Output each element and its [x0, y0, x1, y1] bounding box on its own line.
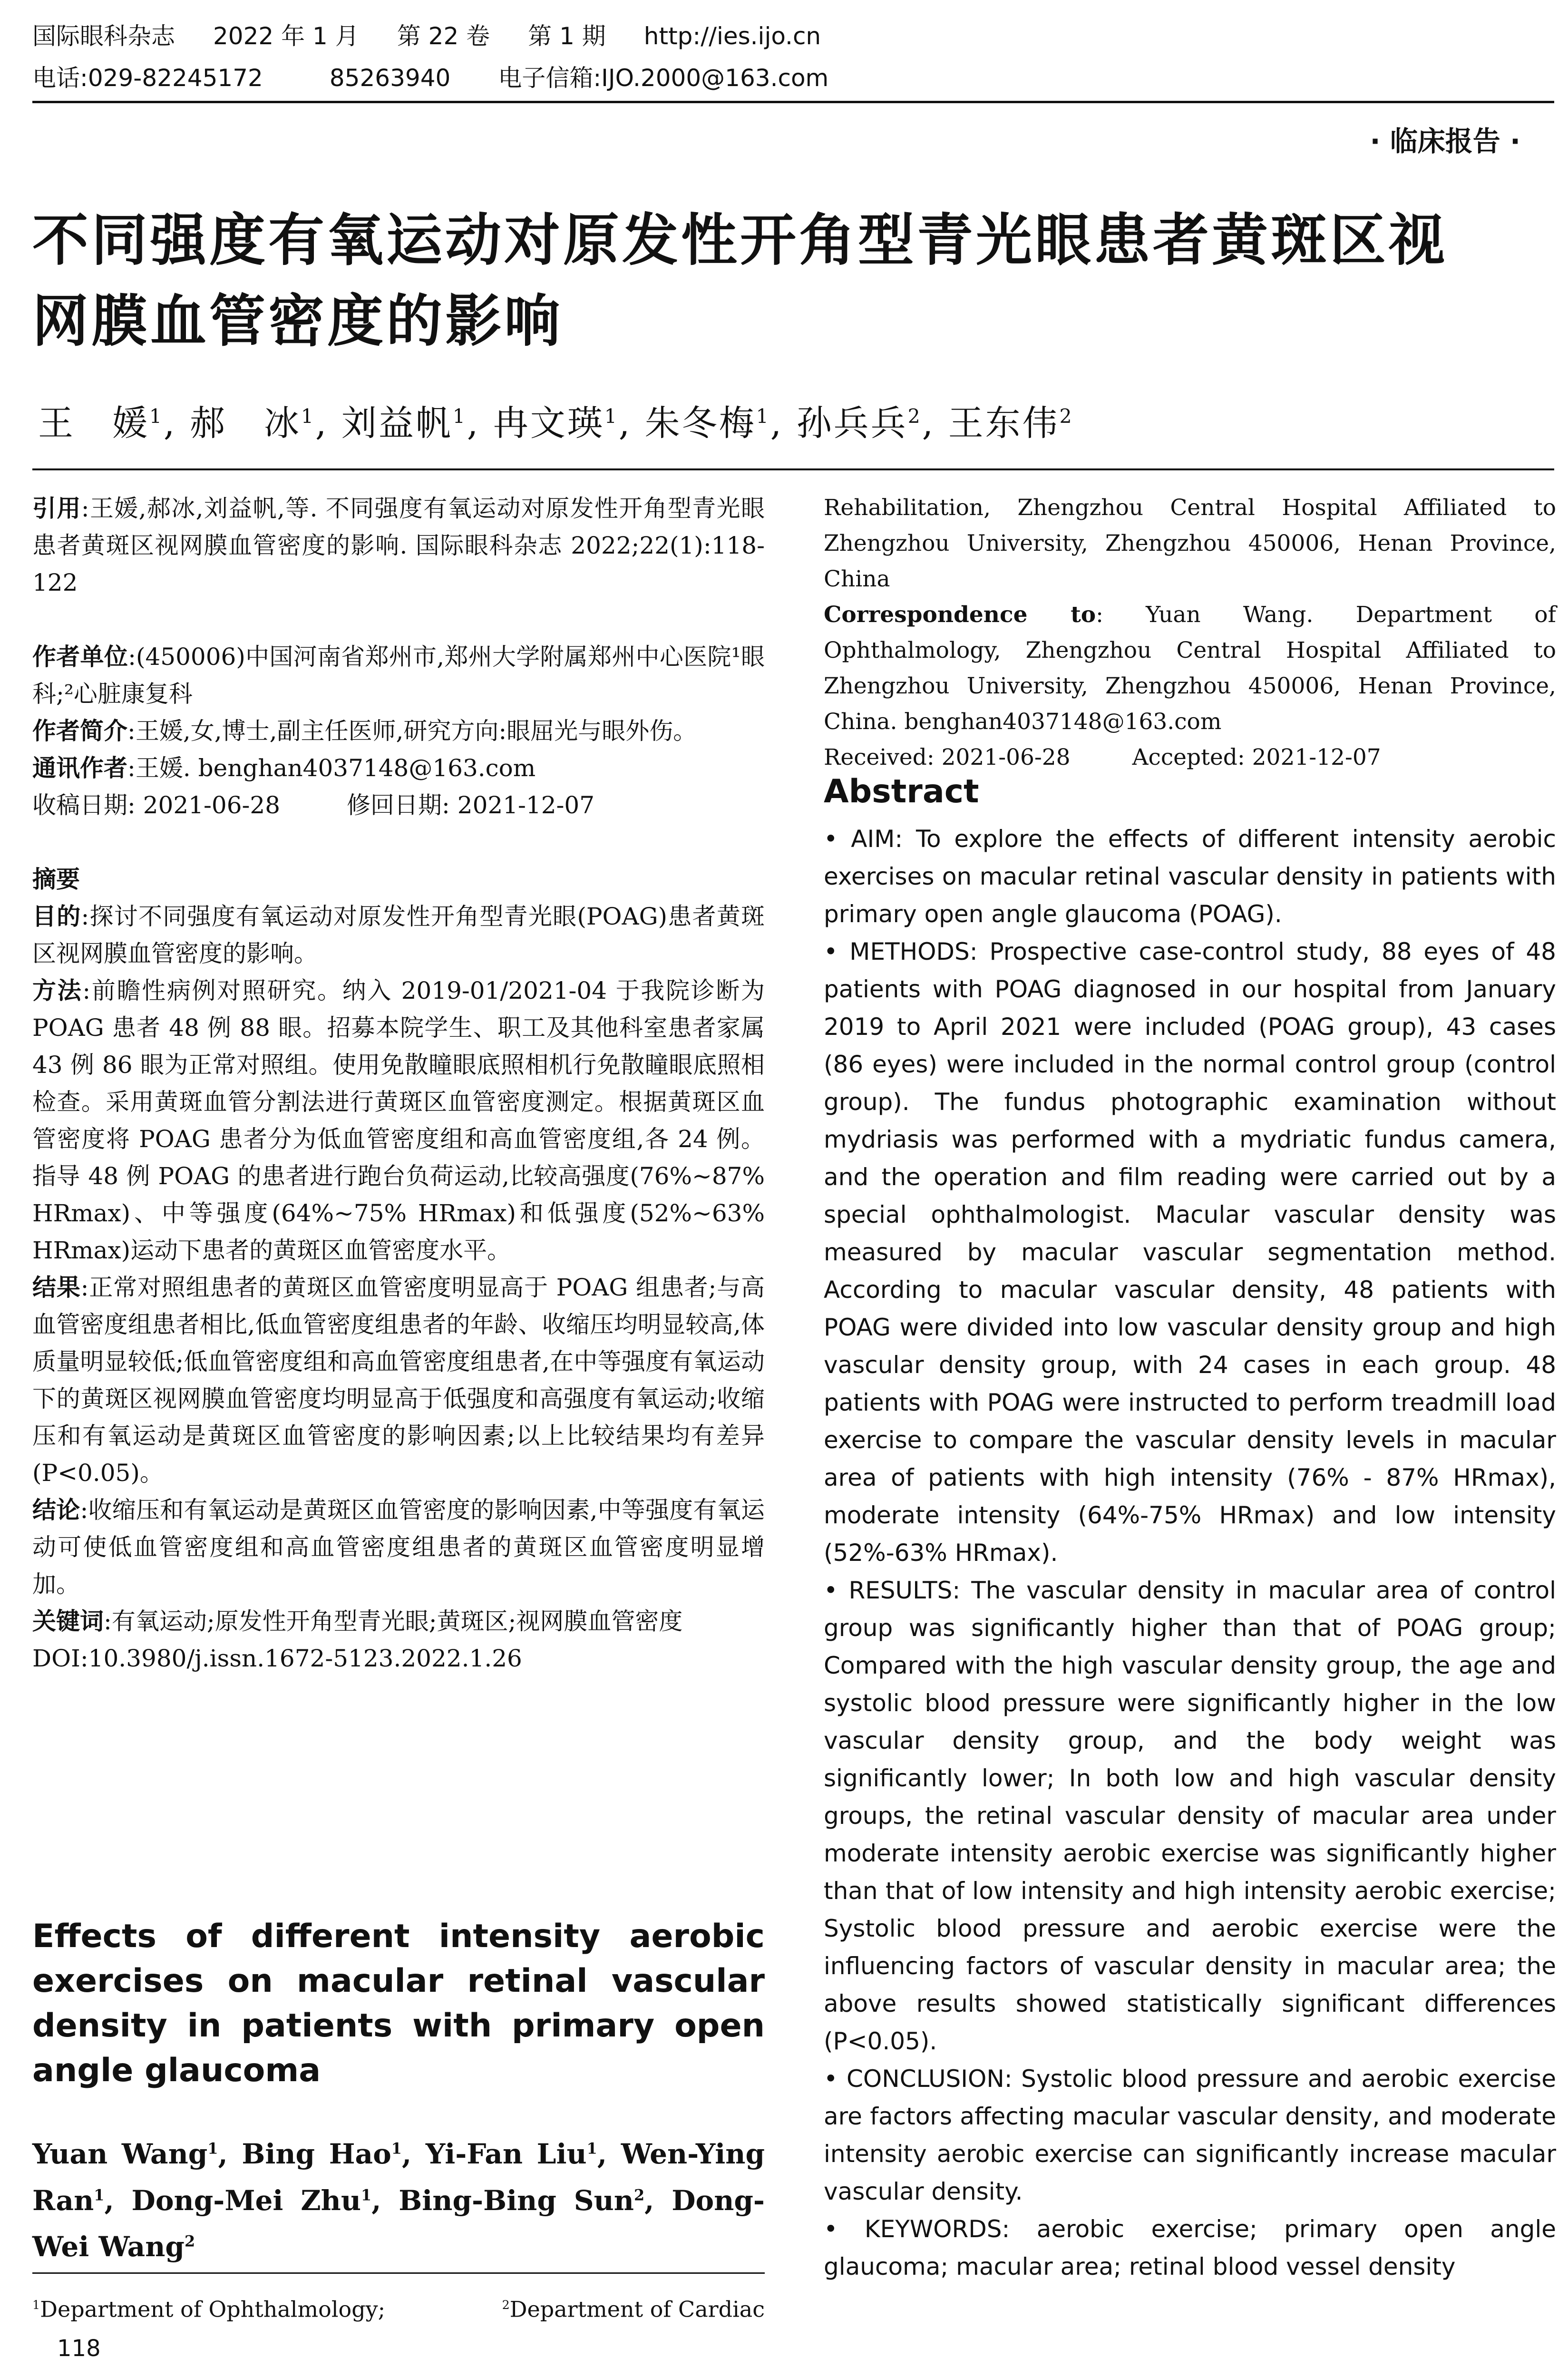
- methods-cn-label: 方法: [32, 977, 83, 1004]
- author-unit: [32, 638, 765, 712]
- aim-en: [824, 820, 1556, 933]
- author-en: Yuan Wang$^1$: [32, 2138, 218, 2171]
- author-en: Bing-Bing Sun$^2$: [399, 2184, 645, 2217]
- title-line-1: 不同强度有氧运动对原发性开角型青光眼患者黄斑区视: [32, 207, 1448, 273]
- corresponding-text: :王媛. benghan4037148@163.com: [127, 754, 536, 782]
- author-cn: 朱冬梅$^1$: [644, 402, 770, 444]
- keywords-cn-label: 关键词: [32, 1607, 104, 1635]
- foot-dept-2: $^2$Department of Cardiac: [502, 2296, 765, 2322]
- conclusion-cn: [32, 1491, 765, 1603]
- header-rule: [32, 101, 1554, 103]
- abstract-heading-en: Abstract: [824, 773, 979, 810]
- foot-dept-1: $^1$Department of Ophthalmology;: [32, 2296, 386, 2322]
- conclusion-cn-text: :收缩压和有氧运动是黄斑区血管密度的影响因素,中等强度有氧运动可使低血管密度组和高血管密度组患者的黄斑区血管密度明显增加。: [32, 1496, 765, 1598]
- accepted-en: Accepted: 2021-12-07: [1132, 744, 1381, 770]
- keywords-cn-text: :有氧运动;原发性开角型青光眼;黄斑区;视网膜血管密度: [104, 1607, 683, 1635]
- methods-en: [824, 933, 1556, 1572]
- title-line-2: 网膜血管密度的影响: [32, 288, 564, 354]
- correspondence-en: [824, 597, 1556, 740]
- author-cn: 冉文瑛$^1$: [493, 402, 619, 444]
- results-cn-label: 结果: [32, 1274, 81, 1301]
- keywords-en: [824, 2211, 1556, 2286]
- affiliation-en: Rehabilitation, Zhengzhou Central Hospital Affiliated to Zhengzhou University, Zhengzhou 450006, Henan Province, China: [824, 495, 1556, 592]
- aim-cn-label: 目的: [32, 903, 81, 930]
- dates-en: [824, 740, 1556, 775]
- affiliation-footnote: [32, 2289, 765, 2326]
- received-en: Received: 2021-06-28: [824, 744, 1071, 770]
- aim-cn: [32, 898, 765, 972]
- results-cn: [32, 1269, 765, 1491]
- keywords-en-label: • KEYWORDS: [824, 2215, 1002, 2243]
- issue-number: 第 1 期: [528, 22, 606, 50]
- right-column: [824, 490, 1556, 775]
- phone: 电话:029-82245172: [32, 64, 263, 92]
- author-en: Dong-Wei Wang$^2$: [32, 2184, 765, 2263]
- english-title: Effects of different intensity aerobic exercises on macular retinal vascular density in patients with primary open angle glaucoma: [32, 1918, 765, 2089]
- author-bio-text: :王媛,女,博士,副主任医师,研究方向:眼屈光与眼外伤。: [127, 717, 697, 745]
- citation-label: 引用: [32, 495, 81, 522]
- section-tag: · 临床报告 ·: [1370, 125, 1520, 157]
- left-column: [32, 490, 765, 1677]
- abstract-body-en: [824, 820, 1556, 2286]
- citation: [32, 490, 765, 601]
- aim-cn-text: :探讨不同强度有氧运动对原发性开角型青光眼(POAG)患者黄斑区视网膜血管密度的影响。: [32, 903, 765, 967]
- phone-2: 85263940: [329, 64, 451, 92]
- author-unit-label: 作者单位: [32, 643, 128, 671]
- author-en: Bing Hao$^1$: [242, 2138, 402, 2171]
- author-en: Wen-Ying Ran$^1$: [32, 2138, 765, 2217]
- issue-date: 2022 年 1 月: [213, 22, 359, 50]
- methods-en-text: : Prospective case-control study, 88 eyes of 48 patients with POAG diagnosed in our hospital from January 2019 to April 2021 were included (POAG group), 43 cases (86 eyes) were included in the normal control group (control group). The fundus photographic examination without mydriasis was performed with a mydriatic fundus camera, and the operation and film reading were carried out by a special ophthalmologist. Macular vascular density was measured by macular vascular segmentation method. According to macular vascular density, 48 patients with POAG were divided into low vascular density group and high vascular density group, with 24 cases in each group. 48 patients with POAG were instructed to perform treadmill load exercise to compare the vascular density levels in macular area of patients with high intensity (76% - 87% HRmax), moderate intensity (64%-75% HRmax) and low intensity (52%-63% HRmax).: [824, 938, 1556, 1567]
- page-number: 118: [57, 2335, 101, 2362]
- conclusion-cn-label: 结论: [32, 1496, 80, 1524]
- journal-url[interactable]: http://ies.ijo.cn: [643, 22, 821, 50]
- methods-cn-text: :前瞻性病例对照研究。纳入 2019-01/2021-04 于我院诊断为 POAG 患者 48 例 88 眼。招募本院学生、职工及其他科室患者家属 43 例 86 眼为正常对照组。使用免散瞳眼底照相机行免散瞳眼底照相检查。采用黄斑血管分割法进行黄斑区血管密度测定。根据黄斑区血管密度将 POAG 患者分为低血管密度组和高血管密度组,各 24 例。指导 48 例 POAG 的患者进行跑台负荷运动,比较高强度(76%~87% HRmax)、中等强度(64%~75% HRmax)和低强度(52%~63% HRmax)运动下患者的黄斑区血管密度水平。: [32, 977, 765, 1264]
- keywords-en-text: : aerobic exercise; primary open angle glaucoma; macular area; retinal blood vessel density: [824, 2215, 1556, 2280]
- journal-name: 国际眼科杂志: [32, 22, 175, 50]
- author-list-en: Yuan Wang$^1$, Bing Hao$^1$, Yi-Fan Liu$^1$, Wen-Ying Ran$^1$, Dong-Mei Zhu$^1$, Bing-Bing Sun$^2$, Dong-Wei Wang$^2$: [32, 2138, 765, 2263]
- author-cn: 王东伟$^2$: [948, 402, 1074, 444]
- doi[interactable]: DOI:10.3980/j.issn.1672-5123.2022.1.26: [32, 1645, 522, 1672]
- author-unit-text: :(450006)中国河南省郑州市,郑州大学附属郑州中心医院¹眼科;²心脏康复科: [32, 643, 765, 708]
- journal-header-line-2: [32, 64, 867, 92]
- article-title: [32, 200, 1545, 361]
- author-list-cn: 王 媛$^1$, 郝 冰$^1$, 刘益帆$^1$, 冉文瑛$^1$, 朱冬梅$^1$, 孙兵兵$^2$, 王东伟$^2$: [38, 402, 1074, 444]
- footnote-rule: [32, 2272, 765, 2274]
- volume: 第 22 卷: [397, 22, 490, 50]
- revised-cn: 修回日期: 2021-12-07: [347, 791, 595, 819]
- author-cn: 刘益帆$^1$: [341, 402, 467, 444]
- methods-cn: [32, 972, 765, 1269]
- author-bio-label: 作者简介: [32, 717, 127, 745]
- methods-en-label: • METHODS: [824, 938, 970, 965]
- results-en-text: : The vascular density in macular area of control group was significantly higher than that of POAG group; Compared with the high vascular density group, the age and systolic blood pressure were significantly higher in the low vascular density group, and the body weight was significantly lower; In both low and high vascular density groups, the retinal vascular density of macular area under moderate intensity aerobic exercise was significantly higher than that of low intensity and high intensity aerobic exercise; Systolic blood pressure and aerobic exercise were the influencing factors of vascular density in macular area; the above results showed statistically significant differences (P<0.05).: [824, 1577, 1557, 2055]
- results-cn-text: :正常对照组患者的黄斑区血管密度明显高于 POAG 组患者;与高血管密度组患者相比,低血管密度组患者的年龄、收缩压均明显较高,体质量明显较低;低血管密度组和高血管密度组患者,在中等强度有氧运动下的黄斑区视网膜血管密度均明显高于低强度和高强度有氧运动;收缩压和有氧运动是黄斑区血管密度的影响因素;以上比较结果均有差异(P<0.05)。: [32, 1274, 765, 1487]
- received-cn: 收稿日期: 2021-06-28: [32, 791, 281, 819]
- author-cn: 郝 冰$^1$: [189, 402, 315, 444]
- author-en: Dong-Mei Zhu$^1$: [131, 2184, 372, 2217]
- title-rule: [32, 468, 1554, 470]
- conclusion-en-label: • CONCLUSION: [824, 2065, 1004, 2093]
- correspondence-en-label: Correspondence to: [824, 602, 1096, 628]
- email[interactable]: 电子信箱:IJO.2000@163.com: [498, 64, 829, 92]
- dates-cn: [32, 787, 765, 824]
- author-bio: [32, 712, 765, 750]
- results-en-label: • RESULTS: [824, 1577, 953, 1604]
- corresponding-label: 通讯作者: [32, 754, 127, 782]
- author-cn: 王 媛$^1$: [38, 402, 164, 444]
- author-cn: 孙兵兵$^2$: [796, 402, 922, 444]
- author-en: Yi-Fan Liu$^1$: [425, 2138, 597, 2171]
- abstract-heading-cn: 摘要: [32, 866, 80, 893]
- correspondence-en-text: : Yuan Wang. Department of Ophthalmology, Zhengzhou Central Hospital Affiliated to Zhengzhou University, Zhengzhou 450006, Henan Province, China. benghan4037148@163.com: [824, 602, 1556, 735]
- citation-text: :王媛,郝冰,刘益帆,等. 不同强度有氧运动对原发性开角型青光眼患者黄斑区视网膜血管密度的影响. 国际眼科杂志 2022;22(1):118-122: [32, 495, 765, 596]
- journal-header-line-1: [32, 22, 859, 50]
- aim-en-label: • AIM: [824, 825, 895, 853]
- keywords-cn: [32, 1603, 765, 1640]
- results-en: [824, 1572, 1556, 2060]
- conclusion-en-text: : Systolic blood pressure and aerobic exercise are factors affecting macular vascular density, and moderate intensity aerobic exercise can significantly increase macular vascular density.: [824, 2065, 1556, 2205]
- aim-en-text: : To explore the effects of different intensity aerobic exercises on macular retinal vascular density in patients with primary open angle glaucoma (POAG).: [824, 825, 1556, 928]
- conclusion-en: [824, 2060, 1556, 2211]
- corresponding-author: [32, 750, 765, 787]
